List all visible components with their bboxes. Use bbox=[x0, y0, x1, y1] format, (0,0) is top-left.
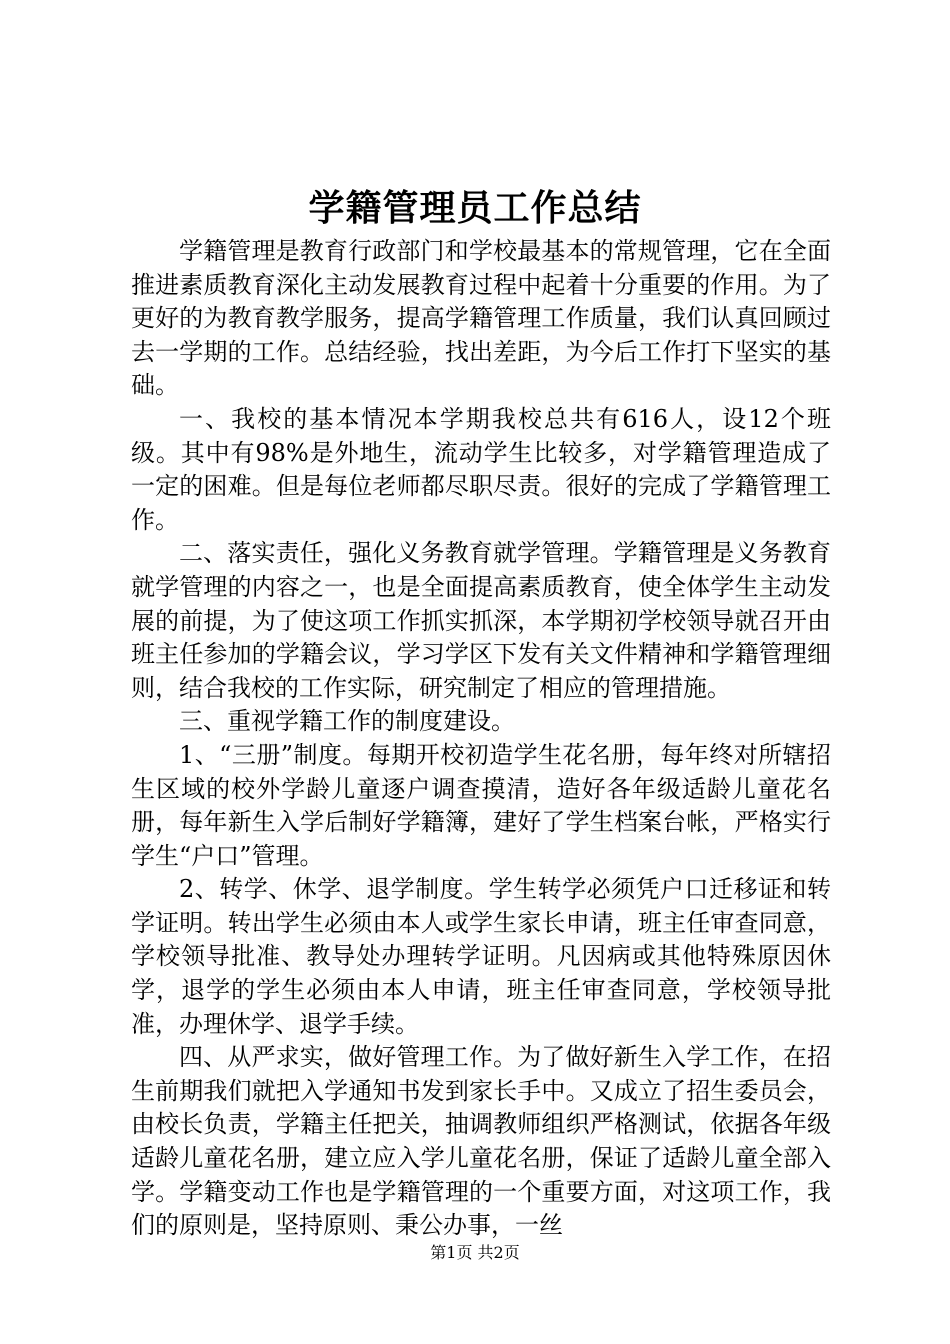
document-body bbox=[131, 235, 831, 1243]
paragraph-section-3-item-2: 2、转学、休学、退学制度。学生转学必须凭户口迁移证和转学证明。转出学生必须由本人或学生家长申请，班主任审查同意，学校领导批准、教导处办理转学证明。凡因病或其他特殊原因休学，退学的学生必须由本人申请，班主任审查同意，学校领导批准，办理休学、退学手续。 bbox=[131, 875, 831, 1038]
paragraph-section-3: 三、重视学籍工作的制度建设。 bbox=[179, 707, 515, 736]
paragraph-section-1: 一、我校的基本情况本学期我校总共有616人，设12个班级。其中有98%是外地生，流动学生比较多，对学籍管理造成了一定的困难。但是每位老师都尽职尽责。很好的完成了学籍管理工作。 bbox=[131, 404, 831, 534]
paragraph-section-3-item-1: 1、“三册”制度。每期开校初造学生花名册，每年终对所辖招生区域的校外学龄儿童逐户调查摸清，造好各年级适龄儿童花名册，每年新生入学后制好学籍簿，建好了学生档案台帐，严格实行学生“户口”管理。 bbox=[131, 740, 831, 870]
document-title: 学籍管理员工作总结 bbox=[308, 187, 642, 229]
page-number: 第1页 共2页 bbox=[430, 1243, 520, 1262]
paragraph-section-4: 四、从严求实，做好管理工作。为了做好新生入学工作，在招生前期我们就把入学通知书发到家长手中。又成立了招生委员会，由校长负责，学籍主任把关，抽调教师组织严格测试，依据各年级适龄儿童花名册，建立应入学儿童花名册，保证了适龄儿童全部入学。学籍变动工作也是学籍管理的一个重要方面，对这项工作，我们的原则是，坚持原则、秉公办事，一丝 bbox=[131, 1043, 831, 1240]
paragraph-intro: 学籍管理是教育行政部门和学校最基本的常规管理，它在全面推进素质教育深化主动发展教育过程中起着十分重要的作用。为了更好的为教育教学服务，提高学籍管理工作质量，我们认真回顾过去一学期的工作。总结经验，找出差距，为今后工作打下坚实的基础。 bbox=[131, 237, 831, 400]
paragraph-section-2: 二、落实责任，强化义务教育就学管理。学籍管理是义务教育就学管理的内容之一，也是全面提高素质教育，使全体学生主动发展的前提，为了使这项工作抓实抓深，本学期初学校领导就召开由班主任参加的学籍会议，学习学区下发有关文件精神和学籍管理细则，结合我校的工作实际，研究制定了相应的管理措施。 bbox=[131, 539, 831, 702]
